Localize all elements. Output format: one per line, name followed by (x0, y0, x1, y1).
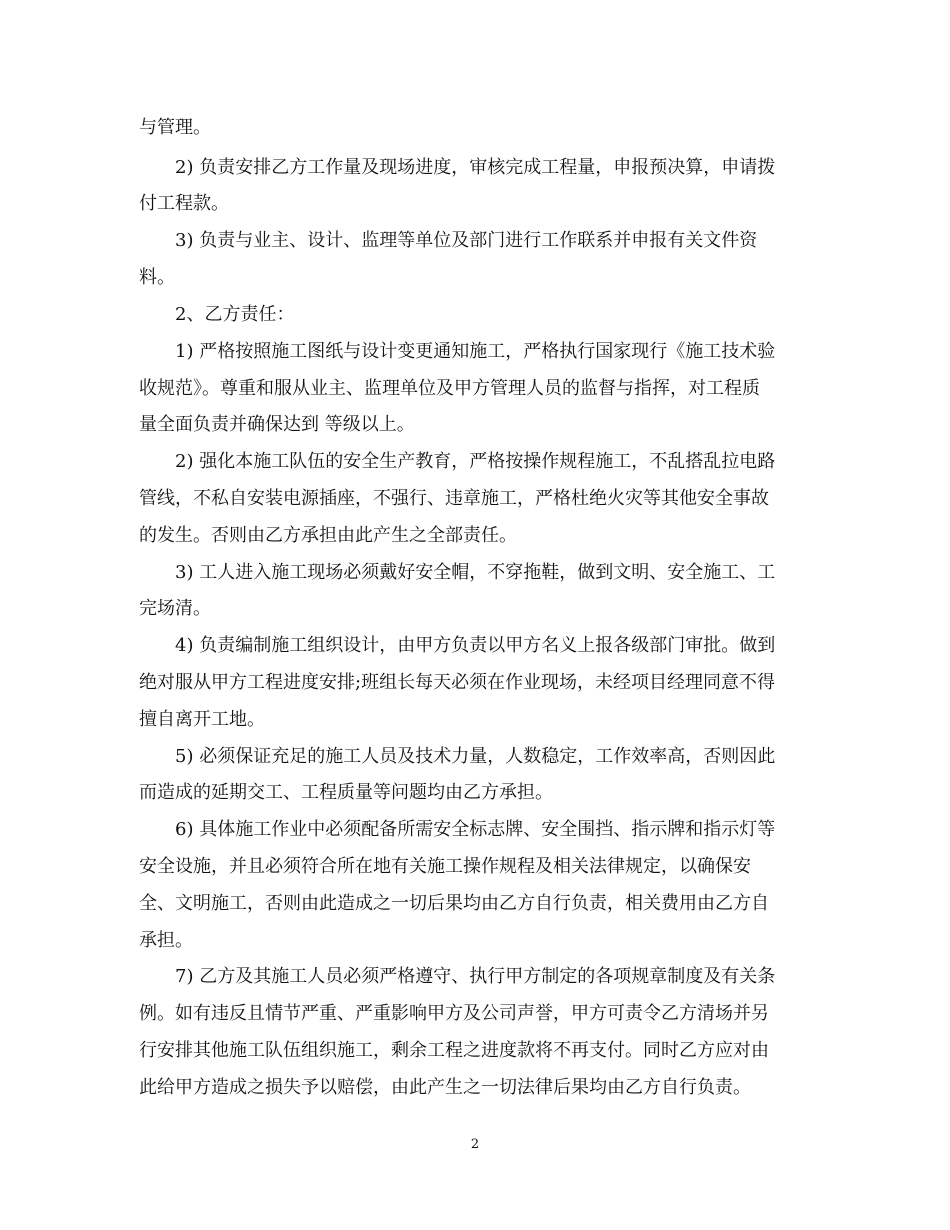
text-line: 与管理。 (139, 117, 211, 138)
text-line: 完场清。 (139, 598, 211, 619)
text-line: 安全设施，并且必须符合所在地有关施工操作规程及相关法律规定，以确保安 (139, 856, 751, 877)
text-line: 擅自离开工地。 (139, 709, 265, 730)
text-line: 此给甲方造成之损失予以赔偿，由此产生之一切法律后果均由乙方自行负责。 (139, 1077, 751, 1098)
text-line: 量全面负责并确保达到 等级以上。 (139, 414, 415, 435)
text-line: 3) 负责与业主、设计、监理等单位及部门进行工作联系并申报有关文件资 (175, 230, 758, 251)
text-line: 付工程款。 (139, 193, 229, 214)
text-line: 例。如有违反且情节严重、严重影响甲方及公司声誉，甲方可责令乙方清场并另 (139, 1003, 769, 1024)
text-line: 承担。 (139, 930, 193, 951)
text-line: 5) 必须保证充足的施工人员及技术力量，人数稳定，工作效率高，否则因此 (175, 746, 776, 767)
text-line: 管线，不私自安装电源插座，不强行、违章施工，严格杜绝火灾等其他安全事故 (139, 488, 769, 509)
text-line: 6) 具体施工作业中必须配备所需安全标志牌、安全围挡、指示牌和指示灯等 (175, 819, 776, 840)
text-line: 收规范》。尊重和服从业主、监理单位及甲方管理人员的监督与指挥，对工程质 (139, 378, 760, 399)
text-line: 2) 强化本施工队伍的安全生产教育，严格按操作规程施工，不乱搭乱拉电路 (175, 451, 776, 472)
text-line: 而造成的延期交工、工程质量等问题均由乙方承担。 (139, 782, 553, 803)
text-line: 4) 负责编制施工组织设计，由甲方负责以甲方名义上报各级部门审批。做到 (175, 635, 776, 656)
text-line: 行安排其他施工队伍组织施工，剩余工程之进度款将不再支付。同时乙方应对由 (139, 1040, 769, 1061)
text-line: 绝对服从甲方工程进度安排;班组长每天必须在作业现场，未经项目经理同意不得 (139, 672, 776, 693)
text-line: 2) 负责安排乙方工作量及现场进度，审核完成工程量，申报预决算，申请拨 (175, 157, 776, 178)
text-line: 的发生。否则由乙方承担由此产生之全部责任。 (139, 525, 517, 546)
text-line: 料。 (139, 267, 175, 288)
text-line: 全、文明施工，否则由此造成之一切后果均由乙方自行负责，相关费用由乙方自 (139, 893, 769, 914)
text-line: 2、乙方责任： (175, 304, 295, 325)
text-line: 1) 严格按照施工图纸与设计变更通知施工，严格执行国家现行《施工技术验 (175, 341, 776, 362)
text-line: 7) 乙方及其施工人员必须严格遵守、执行甲方制定的各项规章制度及有关条 (175, 966, 776, 987)
page-number: 2 (470, 1137, 480, 1152)
text-line: 3) 工人进入施工现场必须戴好安全帽，不穿拖鞋，做到文明、安全施工、工 (175, 562, 776, 583)
